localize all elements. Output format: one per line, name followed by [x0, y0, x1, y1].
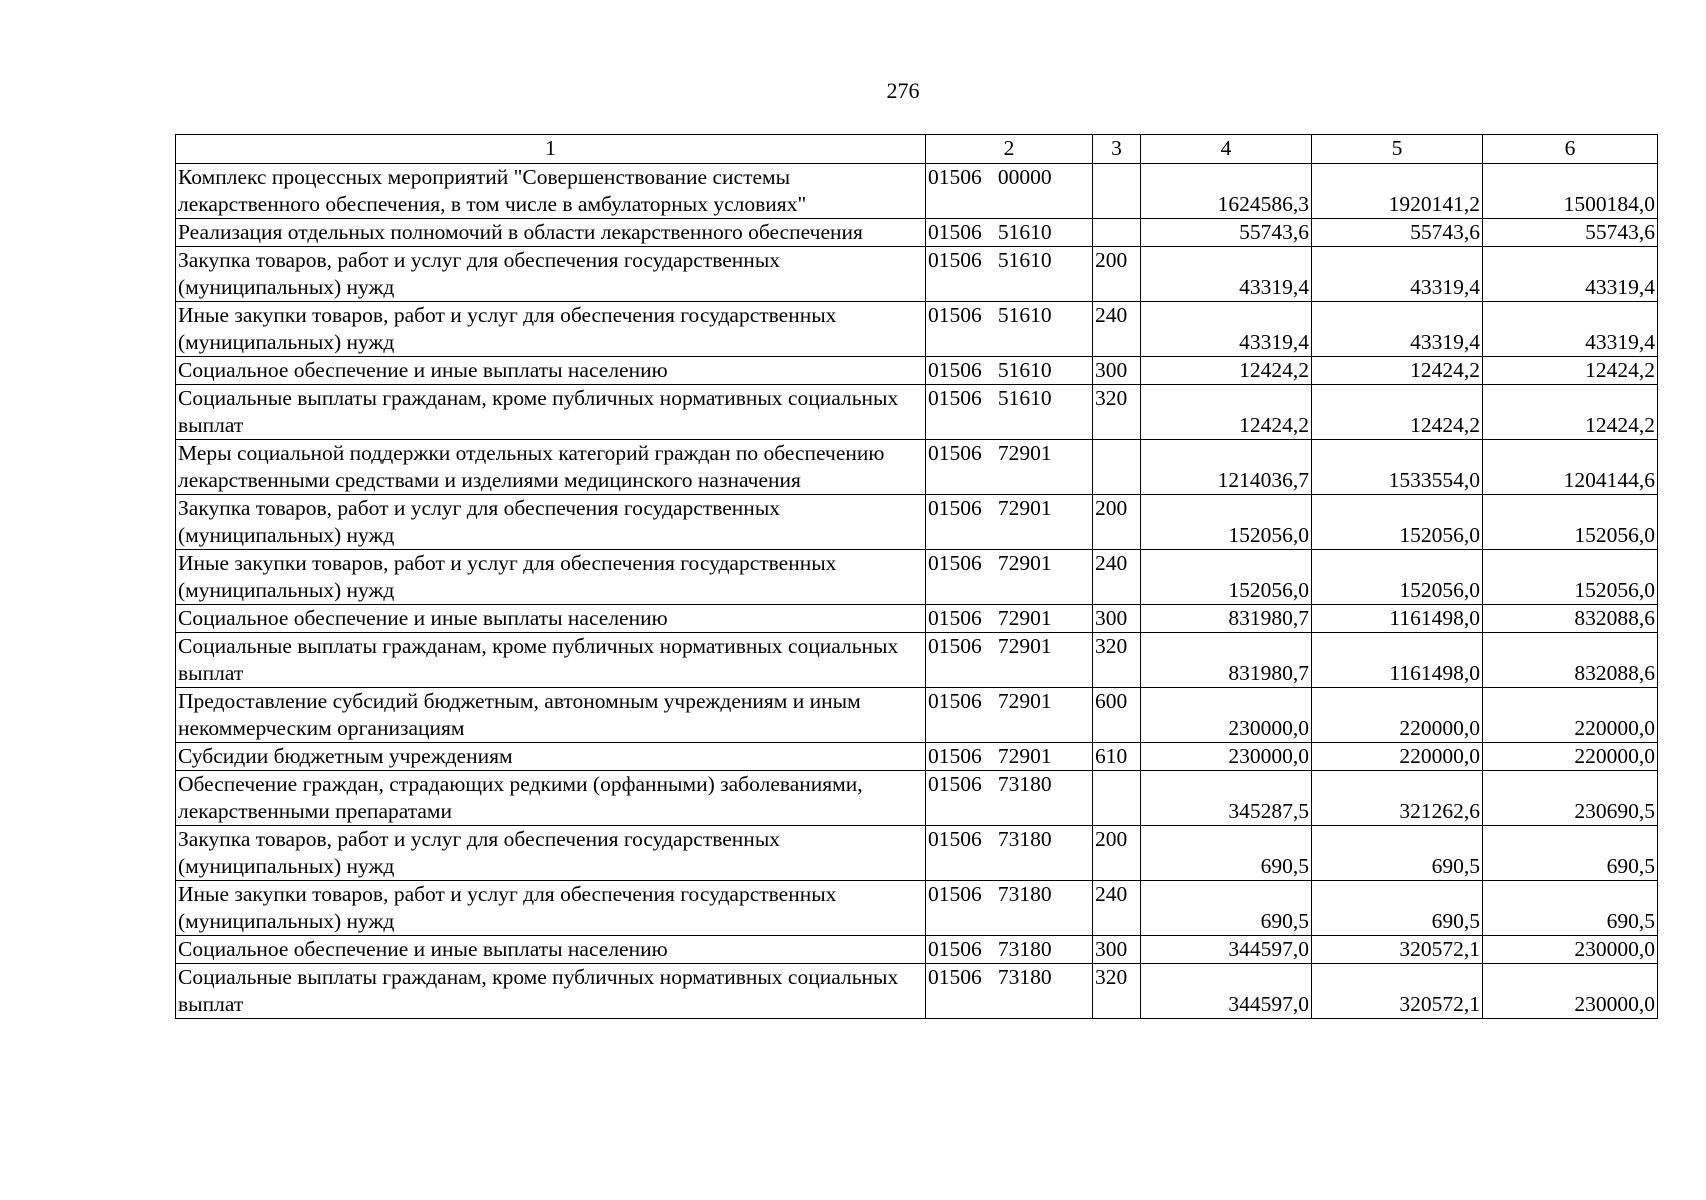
row-name-cell: Социальные выплаты гражданам, кроме публичных нормативных социальных выплат	[176, 633, 926, 688]
table-row	[176, 302, 1658, 357]
table-header	[176, 135, 1658, 164]
row-type-cell: 200	[1093, 495, 1141, 550]
row-value-col4: 152056,0	[1141, 495, 1312, 550]
row-value-col6: 220000,0	[1483, 688, 1658, 743]
row-value-col5: 152056,0	[1312, 550, 1483, 605]
row-value-col6: 1500184,0	[1483, 164, 1658, 219]
table-row	[176, 357, 1658, 385]
row-value-col4: 690,5	[1141, 826, 1312, 881]
row-type-cell	[1093, 164, 1141, 219]
row-value-col5: 220000,0	[1312, 688, 1483, 743]
row-value-col5: 43319,4	[1312, 247, 1483, 302]
row-value-col4: 831980,7	[1141, 605, 1312, 633]
header-cell-1: 1	[176, 135, 926, 164]
table-row	[176, 771, 1658, 826]
table-row	[176, 605, 1658, 633]
row-value-col6: 12424,2	[1483, 385, 1658, 440]
table-row	[176, 826, 1658, 881]
row-value-col6: 690,5	[1483, 826, 1658, 881]
row-name-cell: Иные закупки товаров, работ и услуг для обеспечения государственных (муниципальных) нужд	[176, 881, 926, 936]
row-code-cell: 01506 72901	[926, 495, 1093, 550]
row-value-col5: 690,5	[1312, 881, 1483, 936]
row-name-cell: Иные закупки товаров, работ и услуг для обеспечения государственных (муниципальных) нужд	[176, 550, 926, 605]
table-row	[176, 936, 1658, 964]
row-value-col6: 230000,0	[1483, 964, 1658, 1019]
row-value-col5: 220000,0	[1312, 743, 1483, 771]
table-row	[176, 440, 1658, 495]
row-code-cell: 01506 72901	[926, 688, 1093, 743]
row-code-cell: 01506 73180	[926, 826, 1093, 881]
row-value-col6: 55743,6	[1483, 219, 1658, 247]
page-number: 276	[886, 78, 920, 103]
budget-table	[175, 134, 1658, 1019]
row-name-cell: Реализация отдельных полномочий в области лекарственного обеспечения	[176, 219, 926, 247]
row-value-col4: 1624586,3	[1141, 164, 1312, 219]
row-code-cell: 01506 72901	[926, 605, 1093, 633]
table-row	[176, 633, 1658, 688]
row-name-cell: Обеспечение граждан, страдающих редкими (орфанными) заболеваниями, лекарственными препаратами	[176, 771, 926, 826]
row-value-col5: 320572,1	[1312, 964, 1483, 1019]
table-row	[176, 495, 1658, 550]
row-value-col5: 690,5	[1312, 826, 1483, 881]
row-code-cell: 01506 73180	[926, 771, 1093, 826]
row-name-cell: Меры социальной поддержки отдельных категорий граждан по обеспечению лекарственными средствами и изделиями медицинского назначения	[176, 440, 926, 495]
row-value-col4: 12424,2	[1141, 357, 1312, 385]
row-type-cell: 610	[1093, 743, 1141, 771]
row-value-col5: 1161498,0	[1312, 605, 1483, 633]
row-name-cell: Иные закупки товаров, работ и услуг для обеспечения государственных (муниципальных) нужд	[176, 302, 926, 357]
row-value-col5: 12424,2	[1312, 357, 1483, 385]
row-type-cell: 600	[1093, 688, 1141, 743]
row-type-cell: 240	[1093, 550, 1141, 605]
row-type-cell: 300	[1093, 357, 1141, 385]
row-value-col6: 152056,0	[1483, 550, 1658, 605]
row-value-col4: 152056,0	[1141, 550, 1312, 605]
row-value-col4: 12424,2	[1141, 385, 1312, 440]
row-name-cell: Социальные выплаты гражданам, кроме публичных нормативных социальных выплат	[176, 385, 926, 440]
row-value-col4: 43319,4	[1141, 247, 1312, 302]
header-cell-6: 6	[1483, 135, 1658, 164]
row-value-col5: 43319,4	[1312, 302, 1483, 357]
row-value-col4: 344597,0	[1141, 964, 1312, 1019]
row-code-cell: 01506 73180	[926, 936, 1093, 964]
row-name-cell: Закупка товаров, работ и услуг для обеспечения государственных (муниципальных) нужд	[176, 247, 926, 302]
row-name-cell: Комплекс процессных мероприятий "Совершенствование системы лекарственного обеспечения, в том числе в амбулаторных условиях"	[176, 164, 926, 219]
header-cell-2: 2	[926, 135, 1093, 164]
row-type-cell: 200	[1093, 826, 1141, 881]
row-code-cell: 01506 51610	[926, 247, 1093, 302]
row-value-col6: 220000,0	[1483, 743, 1658, 771]
row-type-cell: 200	[1093, 247, 1141, 302]
row-name-cell: Предоставление субсидий бюджетным, автономным учреждениям и иным некоммерческим организациям	[176, 688, 926, 743]
row-value-col4: 831980,7	[1141, 633, 1312, 688]
header-cell-3: 3	[1093, 135, 1141, 164]
row-value-col6: 230000,0	[1483, 936, 1658, 964]
row-value-col6: 1204144,6	[1483, 440, 1658, 495]
row-value-col6: 43319,4	[1483, 247, 1658, 302]
row-code-cell: 01506 51610	[926, 385, 1093, 440]
row-value-col5: 1533554,0	[1312, 440, 1483, 495]
row-value-col4: 43319,4	[1141, 302, 1312, 357]
row-name-cell: Закупка товаров, работ и услуг для обеспечения государственных (муниципальных) нужд	[176, 826, 926, 881]
table-row	[176, 164, 1658, 219]
row-type-cell: 300	[1093, 936, 1141, 964]
row-code-cell: 01506 51610	[926, 219, 1093, 247]
row-value-col6: 832088,6	[1483, 605, 1658, 633]
header-row	[176, 135, 1658, 164]
row-code-cell: 01506 73180	[926, 881, 1093, 936]
row-type-cell: 320	[1093, 633, 1141, 688]
table-row	[176, 247, 1658, 302]
row-name-cell: Социальные выплаты гражданам, кроме публичных нормативных социальных выплат	[176, 964, 926, 1019]
row-code-cell: 01506 72901	[926, 633, 1093, 688]
header-cell-4: 4	[1141, 135, 1312, 164]
table-row	[176, 881, 1658, 936]
row-value-col4: 1214036,7	[1141, 440, 1312, 495]
row-name-cell: Субсидии бюджетным учреждениям	[176, 743, 926, 771]
row-type-cell: 320	[1093, 964, 1141, 1019]
row-type-cell: 240	[1093, 302, 1141, 357]
header-cell-5: 5	[1312, 135, 1483, 164]
table-row	[176, 550, 1658, 605]
row-value-col4: 344597,0	[1141, 936, 1312, 964]
row-value-col6: 43319,4	[1483, 302, 1658, 357]
row-value-col4: 345287,5	[1141, 771, 1312, 826]
row-code-cell: 01506 51610	[926, 357, 1093, 385]
row-value-col6: 690,5	[1483, 881, 1658, 936]
row-type-cell: 300	[1093, 605, 1141, 633]
row-type-cell	[1093, 771, 1141, 826]
row-value-col6: 152056,0	[1483, 495, 1658, 550]
table-body	[176, 164, 1658, 1019]
row-code-cell: 01506 73180	[926, 964, 1093, 1019]
table-row	[176, 688, 1658, 743]
table-row	[176, 385, 1658, 440]
row-type-cell: 320	[1093, 385, 1141, 440]
row-name-cell: Социальное обеспечение и иные выплаты населению	[176, 936, 926, 964]
row-code-cell: 01506 00000	[926, 164, 1093, 219]
table-row	[176, 964, 1658, 1019]
row-code-cell: 01506 72901	[926, 440, 1093, 495]
row-value-col4: 55743,6	[1141, 219, 1312, 247]
row-value-col4: 230000,0	[1141, 688, 1312, 743]
row-code-cell: 01506 51610	[926, 302, 1093, 357]
row-value-col5: 321262,6	[1312, 771, 1483, 826]
row-name-cell: Закупка товаров, работ и услуг для обеспечения государственных (муниципальных) нужд	[176, 495, 926, 550]
row-type-cell	[1093, 219, 1141, 247]
table-row	[176, 219, 1658, 247]
row-code-cell: 01506 72901	[926, 550, 1093, 605]
table-row	[176, 743, 1658, 771]
row-value-col4: 690,5	[1141, 881, 1312, 936]
row-code-cell: 01506 72901	[926, 743, 1093, 771]
row-name-cell: Социальное обеспечение и иные выплаты населению	[176, 605, 926, 633]
row-name-cell: Социальное обеспечение и иные выплаты населению	[176, 357, 926, 385]
row-value-col5: 1920141,2	[1312, 164, 1483, 219]
row-value-col5: 152056,0	[1312, 495, 1483, 550]
row-type-cell	[1093, 440, 1141, 495]
row-value-col5: 55743,6	[1312, 219, 1483, 247]
row-value-col6: 230690,5	[1483, 771, 1658, 826]
row-value-col4: 230000,0	[1141, 743, 1312, 771]
row-type-cell: 240	[1093, 881, 1141, 936]
row-value-col6: 12424,2	[1483, 357, 1658, 385]
row-value-col5: 12424,2	[1312, 385, 1483, 440]
row-value-col5: 1161498,0	[1312, 633, 1483, 688]
row-value-col5: 320572,1	[1312, 936, 1483, 964]
row-value-col6: 832088,6	[1483, 633, 1658, 688]
